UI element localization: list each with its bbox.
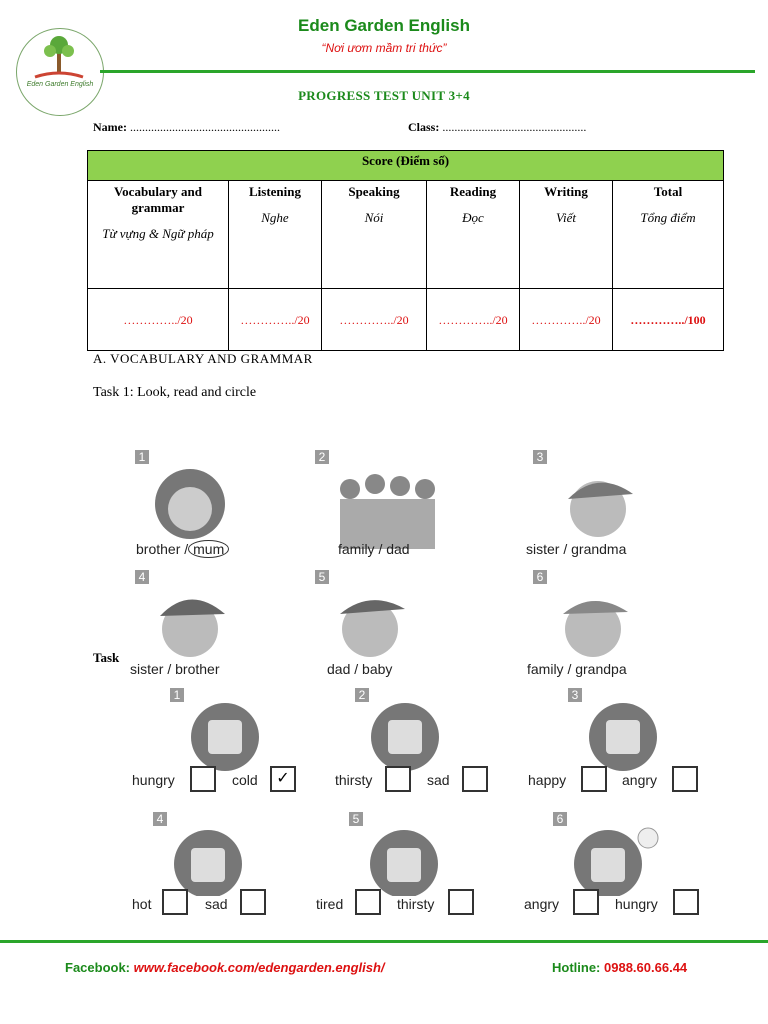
- face5-checkbox2[interactable]: [448, 889, 474, 915]
- face4-word2: sad: [205, 896, 228, 912]
- hotline-number: 0988.60.66.44: [604, 960, 688, 975]
- face2-word2: sad: [427, 772, 450, 788]
- sad-face-icon: [153, 826, 243, 896]
- face2-word1: thirsty: [335, 772, 373, 788]
- picture-6: 6: [533, 570, 643, 669]
- face1-word2: cold: [232, 772, 258, 788]
- score-writing[interactable]: …………../20: [520, 289, 613, 351]
- face-2: 2: [355, 688, 445, 777]
- grandpa-portrait-icon: [533, 584, 643, 664]
- face3-word2: angry: [622, 772, 658, 788]
- picture-2: 2: [315, 450, 455, 559]
- face3-word1: happy: [528, 772, 567, 788]
- face2-checkbox2[interactable]: [462, 766, 488, 792]
- cold-face-icon: [170, 702, 260, 772]
- footer-divider: [0, 940, 768, 943]
- name-label: Name:: [93, 120, 127, 134]
- face1-checkbox2-checked[interactable]: ✓: [270, 766, 296, 792]
- pic4-label: sister / brother: [130, 661, 220, 677]
- col-listening: Listening Nghe: [229, 181, 322, 289]
- footer-facebook: Facebook: www.facebook.com/edengarden.english/: [65, 960, 385, 975]
- face-1: 1: [170, 688, 260, 777]
- face4-word1: hot: [132, 896, 152, 912]
- face5-word1: tired: [316, 896, 344, 912]
- score-listening[interactable]: …………../20: [229, 289, 322, 351]
- face-6: 6: [553, 812, 663, 901]
- col-writing: Writing Viết: [520, 181, 613, 289]
- footer-hotline: Hotline: 0988.60.66.44: [552, 960, 688, 975]
- score-header: Score (Điểm số): [88, 151, 724, 181]
- score-speaking[interactable]: …………../20: [322, 289, 427, 351]
- face6-checkbox2[interactable]: [673, 889, 699, 915]
- brand-name: Eden Garden English: [298, 16, 470, 35]
- face5-checkbox1[interactable]: [355, 889, 381, 915]
- angry-face-icon: [568, 702, 658, 772]
- face4-checkbox1[interactable]: [162, 889, 188, 915]
- pic1-label: brother / mum: [136, 541, 229, 557]
- col-reading: Reading Đọc: [427, 181, 520, 289]
- face3-checkbox1[interactable]: [581, 766, 607, 792]
- class-dots: ................................................: [442, 120, 587, 134]
- task1-title: Task 1: Look, read and circle: [93, 385, 257, 400]
- boy-cap-icon: [135, 584, 245, 664]
- face-5: 5: [349, 812, 439, 901]
- picture-1: 1: [135, 450, 245, 559]
- picture-5: 5: [315, 570, 425, 669]
- header-divider: [100, 70, 755, 73]
- face4-checkbox2[interactable]: [240, 889, 266, 915]
- pic3-label: sister / grandma: [526, 541, 627, 557]
- thirsty-face-icon: [355, 702, 445, 772]
- class-field[interactable]: [408, 120, 586, 135]
- face1-checkbox1[interactable]: [190, 766, 216, 792]
- col-vocab: Vocabulary and grammar Từ vựng & Ngữ pháp: [88, 181, 229, 289]
- name-field[interactable]: [93, 120, 280, 135]
- logo-text: Eden Garden English: [26, 81, 94, 88]
- picture-4: 4: [135, 570, 245, 669]
- face-4: 4: [153, 812, 243, 901]
- class-label: Class:: [408, 120, 440, 134]
- man-portrait-icon: [315, 584, 425, 664]
- circled-answer: mum: [188, 540, 229, 558]
- facebook-link[interactable]: www.facebook.com/edengarden.english/: [133, 960, 385, 975]
- face1-word1: hungry: [132, 772, 175, 788]
- brand-motto: “Nơi ươm mầm tri thức”: [321, 41, 447, 55]
- col-speaking: Speaking Nói: [322, 181, 427, 289]
- name-dots: ..................................................: [129, 120, 280, 134]
- section-a-title: A. VOCABULARY AND GRAMMAR: [93, 351, 313, 366]
- pic2-label: family / dad: [338, 541, 410, 557]
- face6-checkbox1[interactable]: [573, 889, 599, 915]
- face2-checkbox1[interactable]: [385, 766, 411, 792]
- pic5-label: dad / baby: [327, 661, 393, 677]
- task2-title: Task: [93, 650, 120, 665]
- face6-word2: hungry: [615, 896, 658, 912]
- tired-face-icon: [349, 826, 439, 896]
- face3-checkbox2[interactable]: [672, 766, 698, 792]
- face5-word2: thirsty: [397, 896, 435, 912]
- pic6-label: family / grandpa: [527, 661, 627, 677]
- score-vocab[interactable]: …………../20: [88, 289, 229, 351]
- face-3: 3: [568, 688, 658, 777]
- hungry-face-icon: [553, 826, 663, 896]
- score-total[interactable]: …………../100: [613, 289, 724, 351]
- col-total: Total Tổng điểm: [613, 181, 724, 289]
- picture-3: 3: [533, 450, 643, 559]
- face6-word1: angry: [524, 896, 560, 912]
- score-table: [87, 150, 724, 351]
- score-reading[interactable]: …………../20: [427, 289, 520, 351]
- test-title: PROGRESS TEST UNIT 3+4: [298, 88, 470, 103]
